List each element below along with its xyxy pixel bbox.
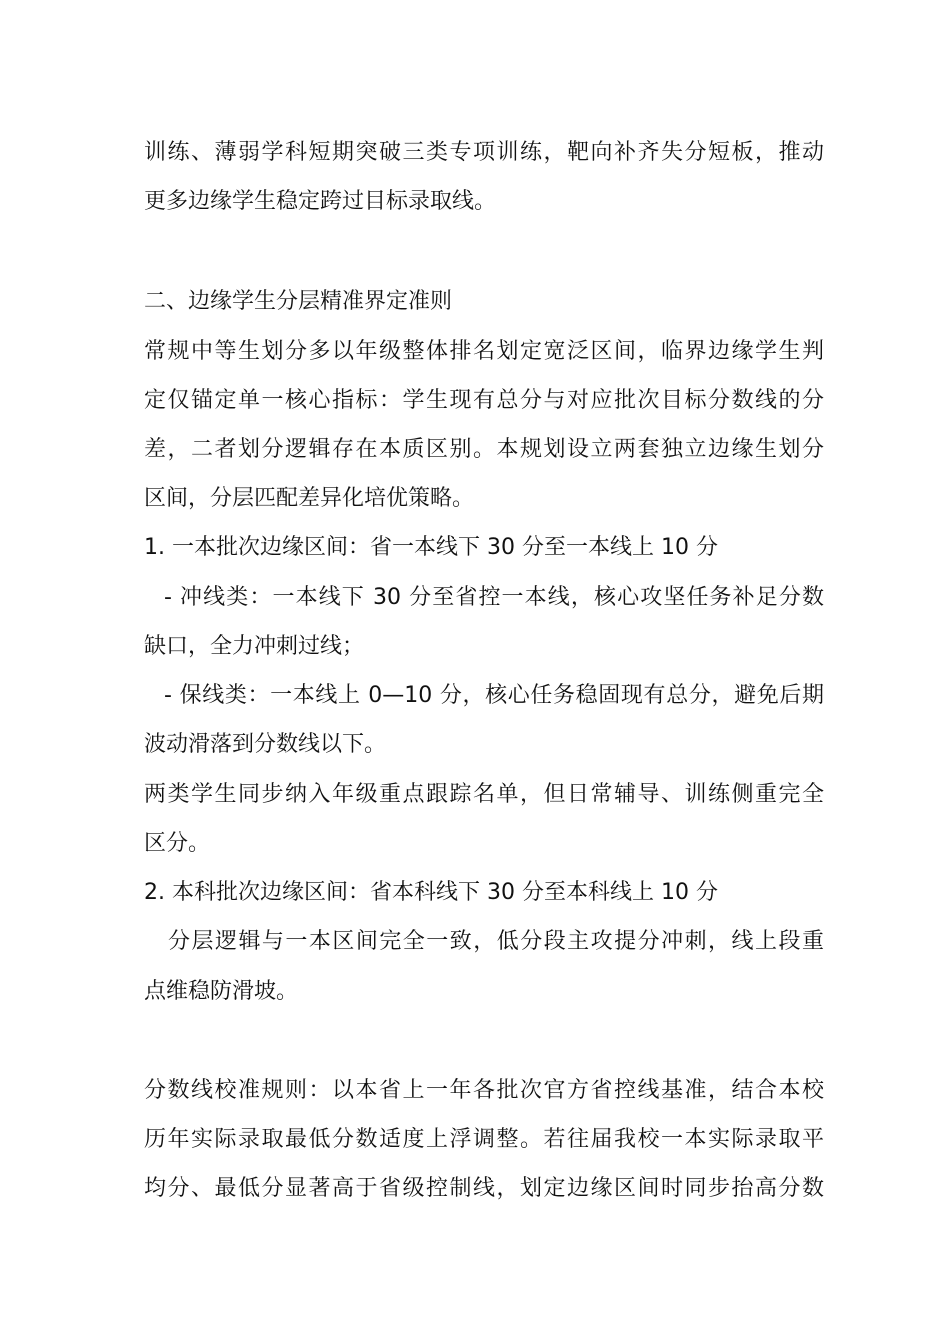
paragraph-line: 分层逻辑与一本区间完全一致，低分段主攻提分冲刺，线上段重 xyxy=(168,929,824,954)
paragraph-line: 训练、薄弱学科短期突破三类专项训练，靶向补齐失分短板，推动 xyxy=(144,140,824,165)
paragraph-line: 分数线校准规则：以本省上一年各批次官方省控线基准，结合本校 xyxy=(144,1078,824,1103)
sub-item-line: - 保线类：一本线上 0—10 分，核心任务稳固现有总分，避免后期 xyxy=(164,683,824,708)
sub-item-line: 波动滑落到分数线以下。 xyxy=(144,732,387,757)
paragraph-line: 区间，分层匹配差异化培优策略。 xyxy=(144,486,475,511)
paragraph-line: 定仅锚定单一核心指标：学生现有总分与对应批次目标分数线的分 xyxy=(144,388,824,413)
list-item-2: 2. 本科批次边缘区间：省本科线下 30 分至本科线上 10 分 xyxy=(144,880,718,905)
paragraph-line: 两类学生同步纳入年级重点跟踪名单，但日常辅导、训练侧重完全 xyxy=(144,782,824,807)
section-heading: 二、边缘学生分层精准界定准则 xyxy=(144,289,453,314)
paragraph-line: 常规中等生划分多以年级整体排名划定宽泛区间，临界边缘学生判 xyxy=(144,339,824,364)
list-item-1: 1. 一本批次边缘区间：省一本线下 30 分至一本线上 10 分 xyxy=(144,535,718,560)
paragraph-line: 更多边缘学生稳定跨过目标录取线。 xyxy=(144,189,497,214)
paragraph-line: 差，二者划分逻辑存在本质区别。本规划设立两套独立边缘生划分 xyxy=(144,437,824,462)
paragraph-line: 历年实际录取最低分数适度上浮调整。若往届我校一本实际录取平 xyxy=(144,1127,824,1152)
paragraph-line: 均分、最低分显著高于省级控制线，划定边缘区间时同步抬高分数 xyxy=(144,1176,824,1201)
paragraph-line: 区分。 xyxy=(144,831,211,856)
sub-item-line: 缺口，全力冲刺过线； xyxy=(144,634,365,659)
paragraph-line: 点维稳防滑坡。 xyxy=(144,979,299,1004)
sub-item-line: - 冲线类：一本线下 30 分至省控一本线，核心攻坚任务补足分数 xyxy=(164,585,824,610)
